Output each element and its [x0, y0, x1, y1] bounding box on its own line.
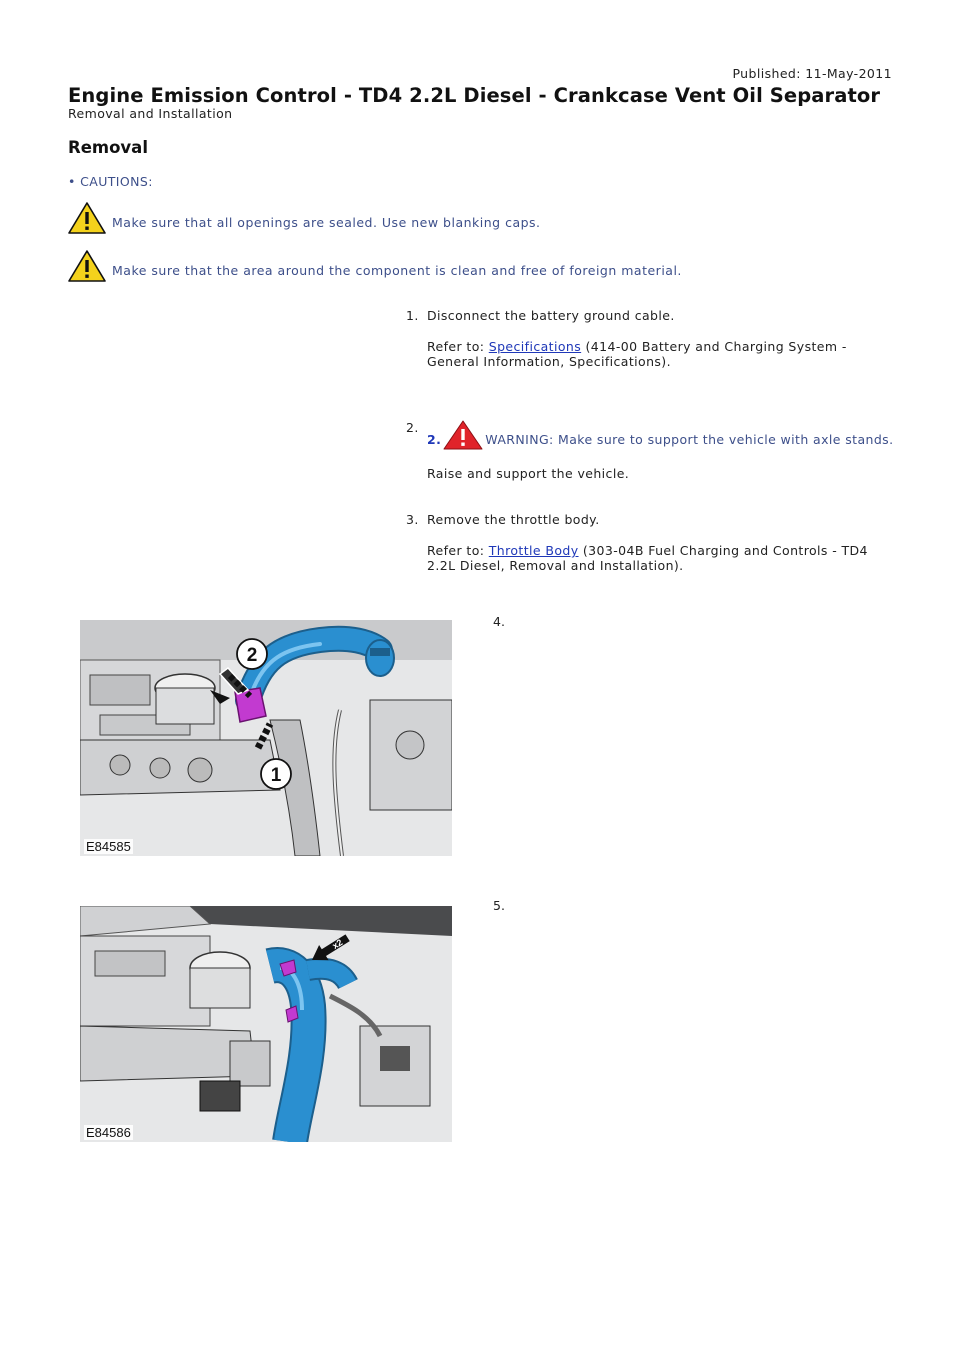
figure-label: E84586 [86, 1125, 131, 1140]
step-warning [427, 420, 896, 450]
callout-2: 2 [246, 645, 258, 666]
step-text: Remove the throttle body. [427, 512, 600, 527]
warning-number: 2. [427, 432, 442, 447]
callout-x2: x2 [330, 937, 345, 951]
step-text: Raise and support the vehicle. [427, 466, 630, 481]
caution-triangle-icon [68, 250, 106, 282]
caution-text: Make sure that all openings are sealed. Use new blanking caps. [112, 215, 541, 230]
engine-illustration-1 [80, 620, 452, 856]
figure-e84585 [80, 620, 452, 856]
section-title-removal: Removal [68, 138, 148, 157]
throttle-body-link[interactable]: Throttle Body [488, 543, 579, 558]
page-subtitle: Removal and Installation [68, 106, 233, 121]
caution-text: Make sure that the area around the component is clean and free of foreign material. [112, 263, 682, 278]
caution-item [68, 200, 541, 234]
step-number: 1. [406, 308, 419, 323]
published-date: Published: 11-May-2011 [732, 66, 892, 81]
cautions-label: • CAUTIONS: [68, 174, 153, 189]
specifications-link[interactable]: Specifications [488, 339, 582, 354]
step-1 [406, 308, 896, 369]
reference-prefix: Refer to: [427, 339, 489, 354]
step-3 [406, 512, 896, 573]
step-text: Disconnect the battery ground cable. [427, 308, 675, 323]
callout-1: 1 [270, 765, 282, 786]
figure-step-number: 5. [493, 898, 505, 913]
reference-suffix: (303-04B Fuel Charging and Controls - TD4 2.2L Diesel, Removal and Installation). [427, 543, 868, 573]
engine-illustration-2 [80, 906, 452, 1142]
figure-step-number: 4. [493, 614, 505, 629]
warning-triangle-icon [443, 420, 483, 450]
step-reference [427, 339, 896, 369]
figure-e84586 [80, 906, 452, 1142]
caution-item [68, 248, 682, 282]
step-number: 2. [406, 420, 419, 435]
step-reference [427, 543, 896, 573]
page-title: Engine Emission Control - TD4 2.2L Diesel - Crankcase Vent Oil Separator [68, 84, 881, 107]
reference-suffix: (414-00 Battery and Charging System - General Information, Specifications). [427, 339, 847, 369]
warning-text: WARNING: Make sure to support the vehicle with axle stands. [485, 432, 894, 447]
caution-triangle-icon [68, 202, 106, 234]
reference-prefix: Refer to: [427, 543, 489, 558]
step-number: 3. [406, 512, 419, 527]
step-2 [406, 420, 896, 481]
figure-label: E84585 [86, 839, 131, 854]
